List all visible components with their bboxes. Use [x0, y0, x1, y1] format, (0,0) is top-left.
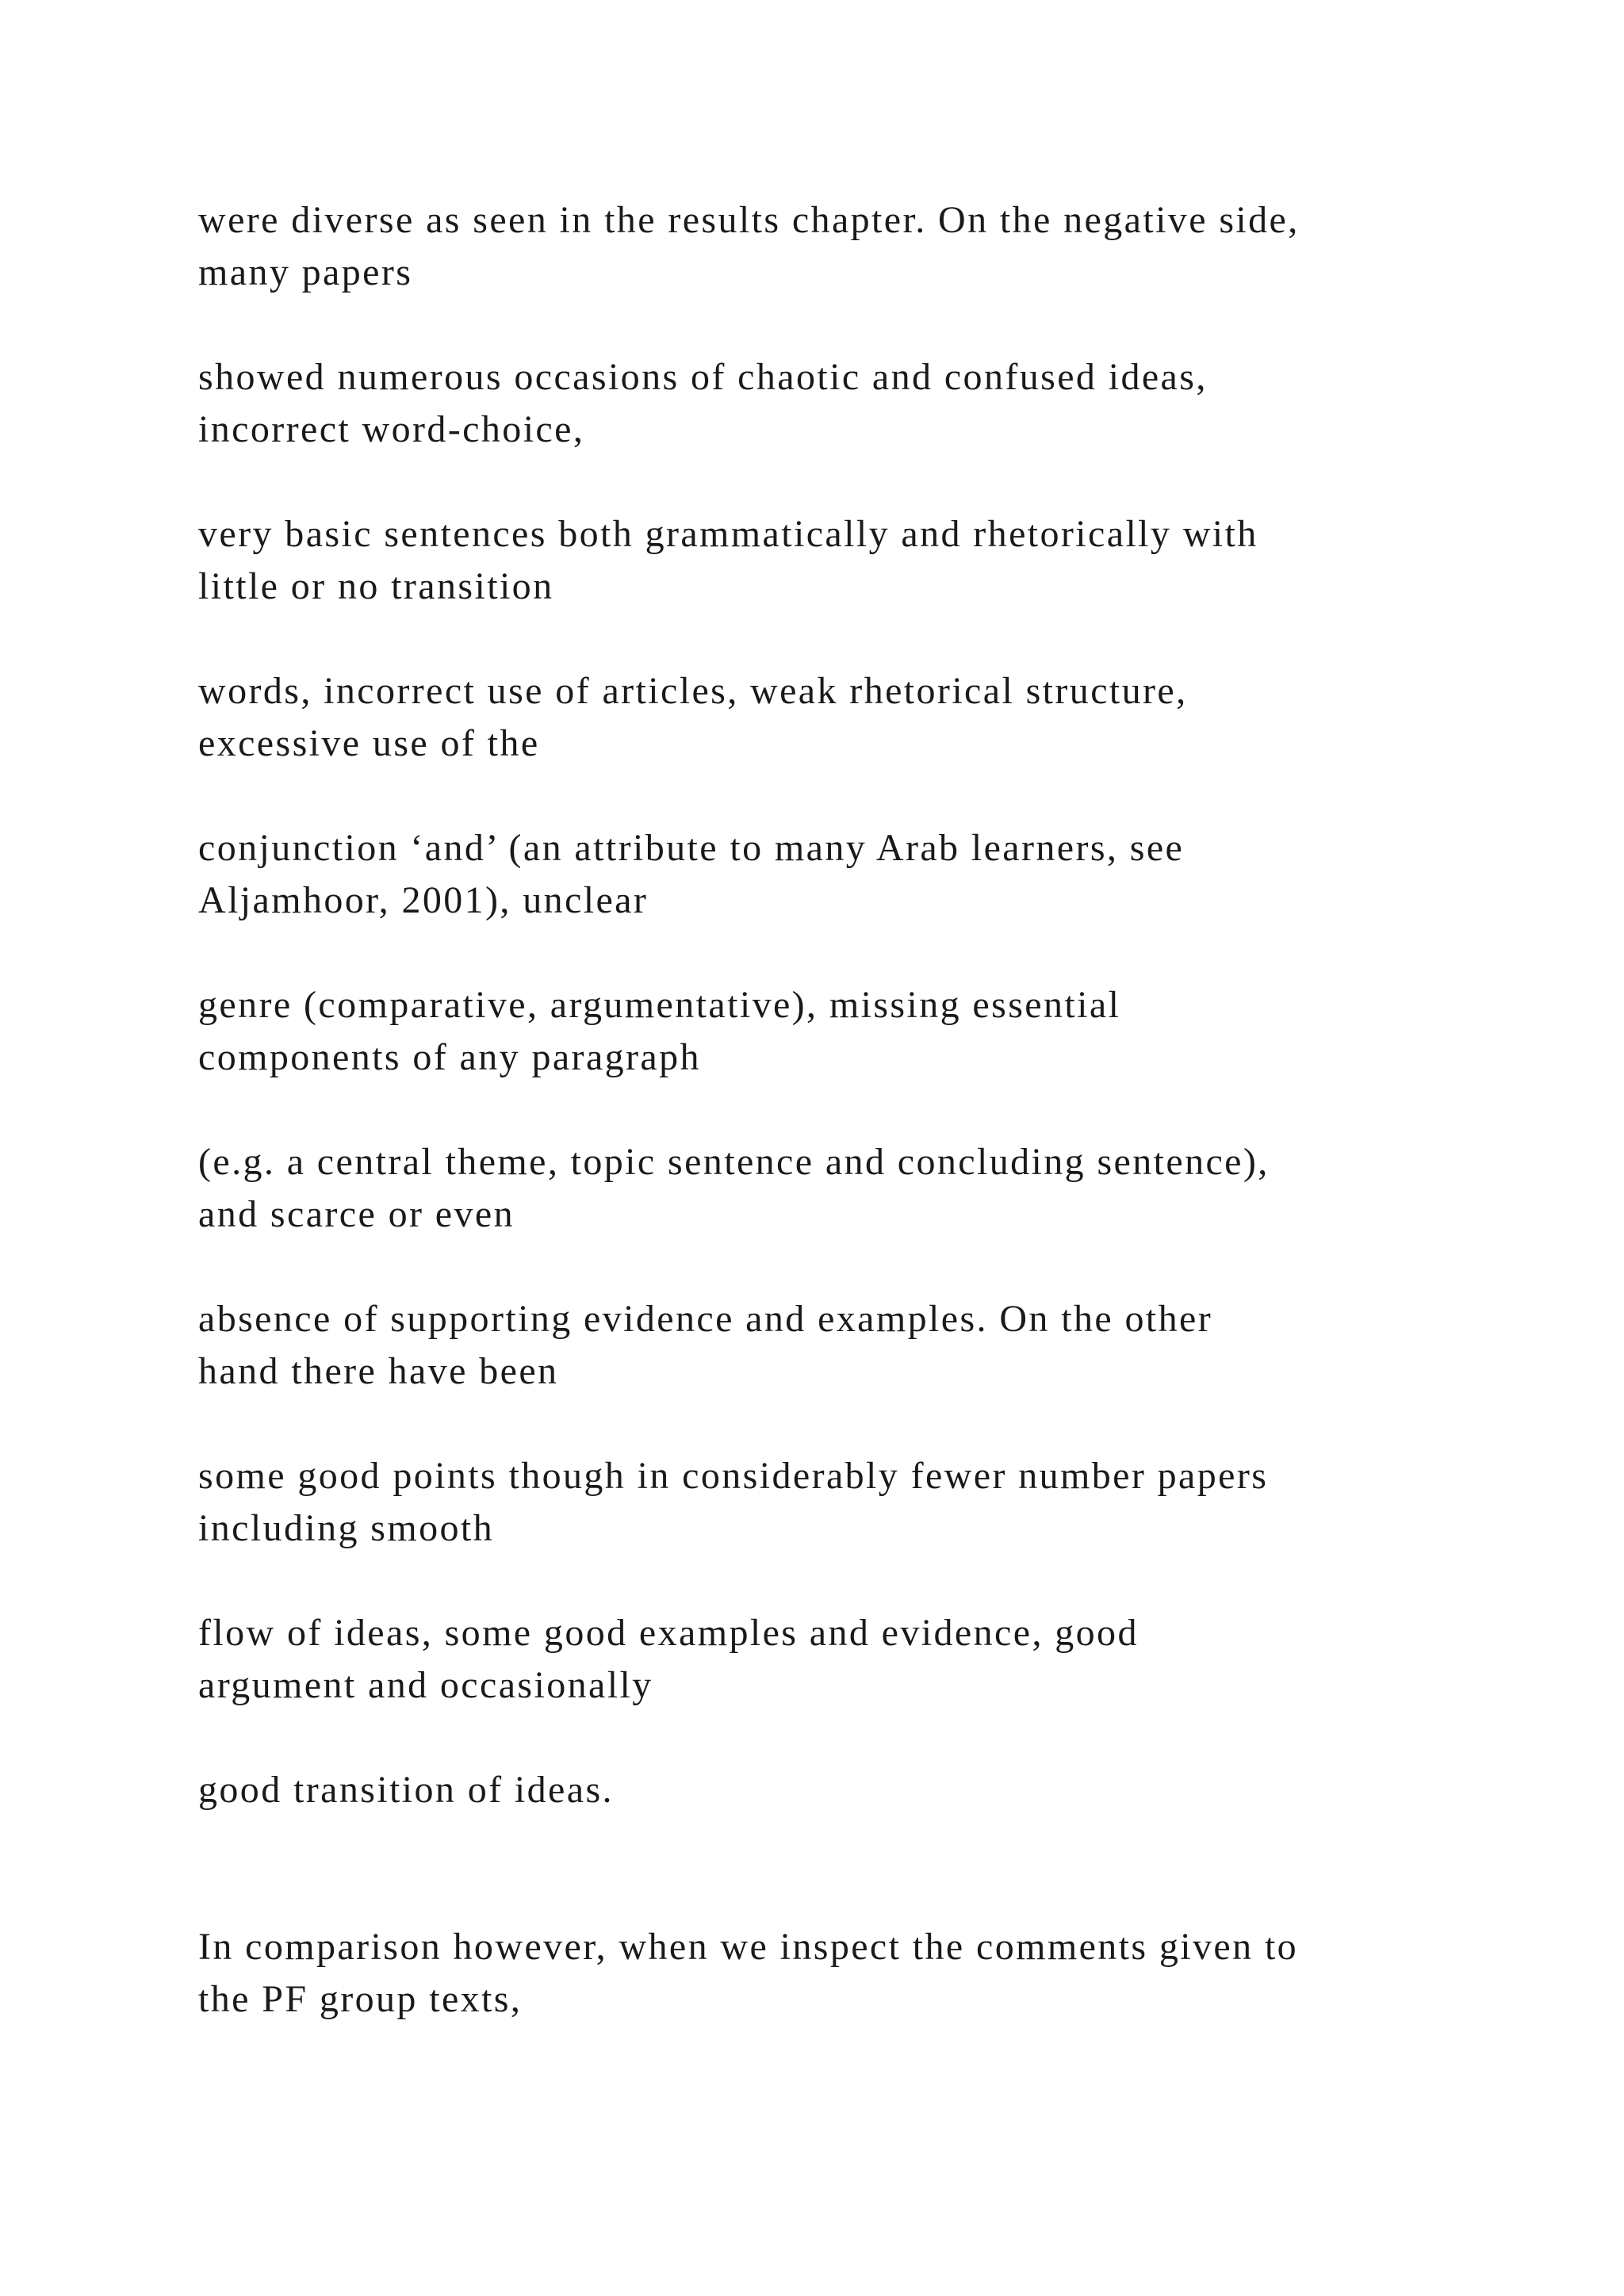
paragraph: [198, 194, 1546, 299]
paragraph: [198, 1450, 1546, 1555]
text-line: the PF group texts,: [198, 1978, 523, 2020]
paragraph: [198, 1136, 1546, 1241]
text-line: conjunction ‘and’ (an attribute to many Arab learners, see: [198, 827, 1185, 869]
paragraph: [198, 665, 1546, 770]
text-line: absence of supporting evidence and examples. On the other: [198, 1298, 1213, 1340]
paragraph: [198, 822, 1546, 927]
paragraph: [198, 1293, 1546, 1398]
paragraph: [198, 979, 1546, 1084]
text-line: some good points though in considerably fewer number papers: [198, 1455, 1269, 1497]
text-line: including smooth: [198, 1507, 495, 1549]
text-line: flow of ideas, some good examples and evidence, good: [198, 1612, 1139, 1654]
text-line: many papers: [198, 251, 413, 293]
text-line: words, incorrect use of articles, weak rhetorical structure,: [198, 670, 1188, 712]
text-line: incorrect word-choice,: [198, 408, 585, 450]
text-line: very basic sentences both grammatically and rhetorically with: [198, 513, 1258, 555]
text-line: In comparison however, when we inspect the comments given to: [198, 1926, 1299, 1968]
text-line: little or no transition: [198, 565, 554, 607]
text-line: genre (comparative, argumentative), missing essential: [198, 984, 1121, 1026]
paragraph: [198, 1764, 1546, 1816]
text-line: were diverse as seen in the results chapter. On the negative side,: [198, 199, 1300, 241]
paragraph: [198, 1607, 1546, 1712]
text-line: hand there have been: [198, 1350, 559, 1392]
text-line: and scarce or even: [198, 1193, 515, 1235]
text-line: good transition of ideas.: [198, 1769, 614, 1811]
paragraph: [198, 351, 1546, 456]
text-line: Aljamhoor, 2001), unclear: [198, 879, 649, 921]
text-line: showed numerous occasions of chaotic and confused ideas,: [198, 356, 1208, 398]
paragraph: [198, 1921, 1546, 2026]
text-line: components of any paragraph: [198, 1036, 701, 1078]
text-line: excessive use of the: [198, 722, 540, 764]
text-line: (e.g. a central theme, topic sentence and concluding sentence),: [198, 1141, 1270, 1183]
paragraph: [198, 508, 1546, 613]
text-line: argument and occasionally: [198, 1664, 653, 1706]
